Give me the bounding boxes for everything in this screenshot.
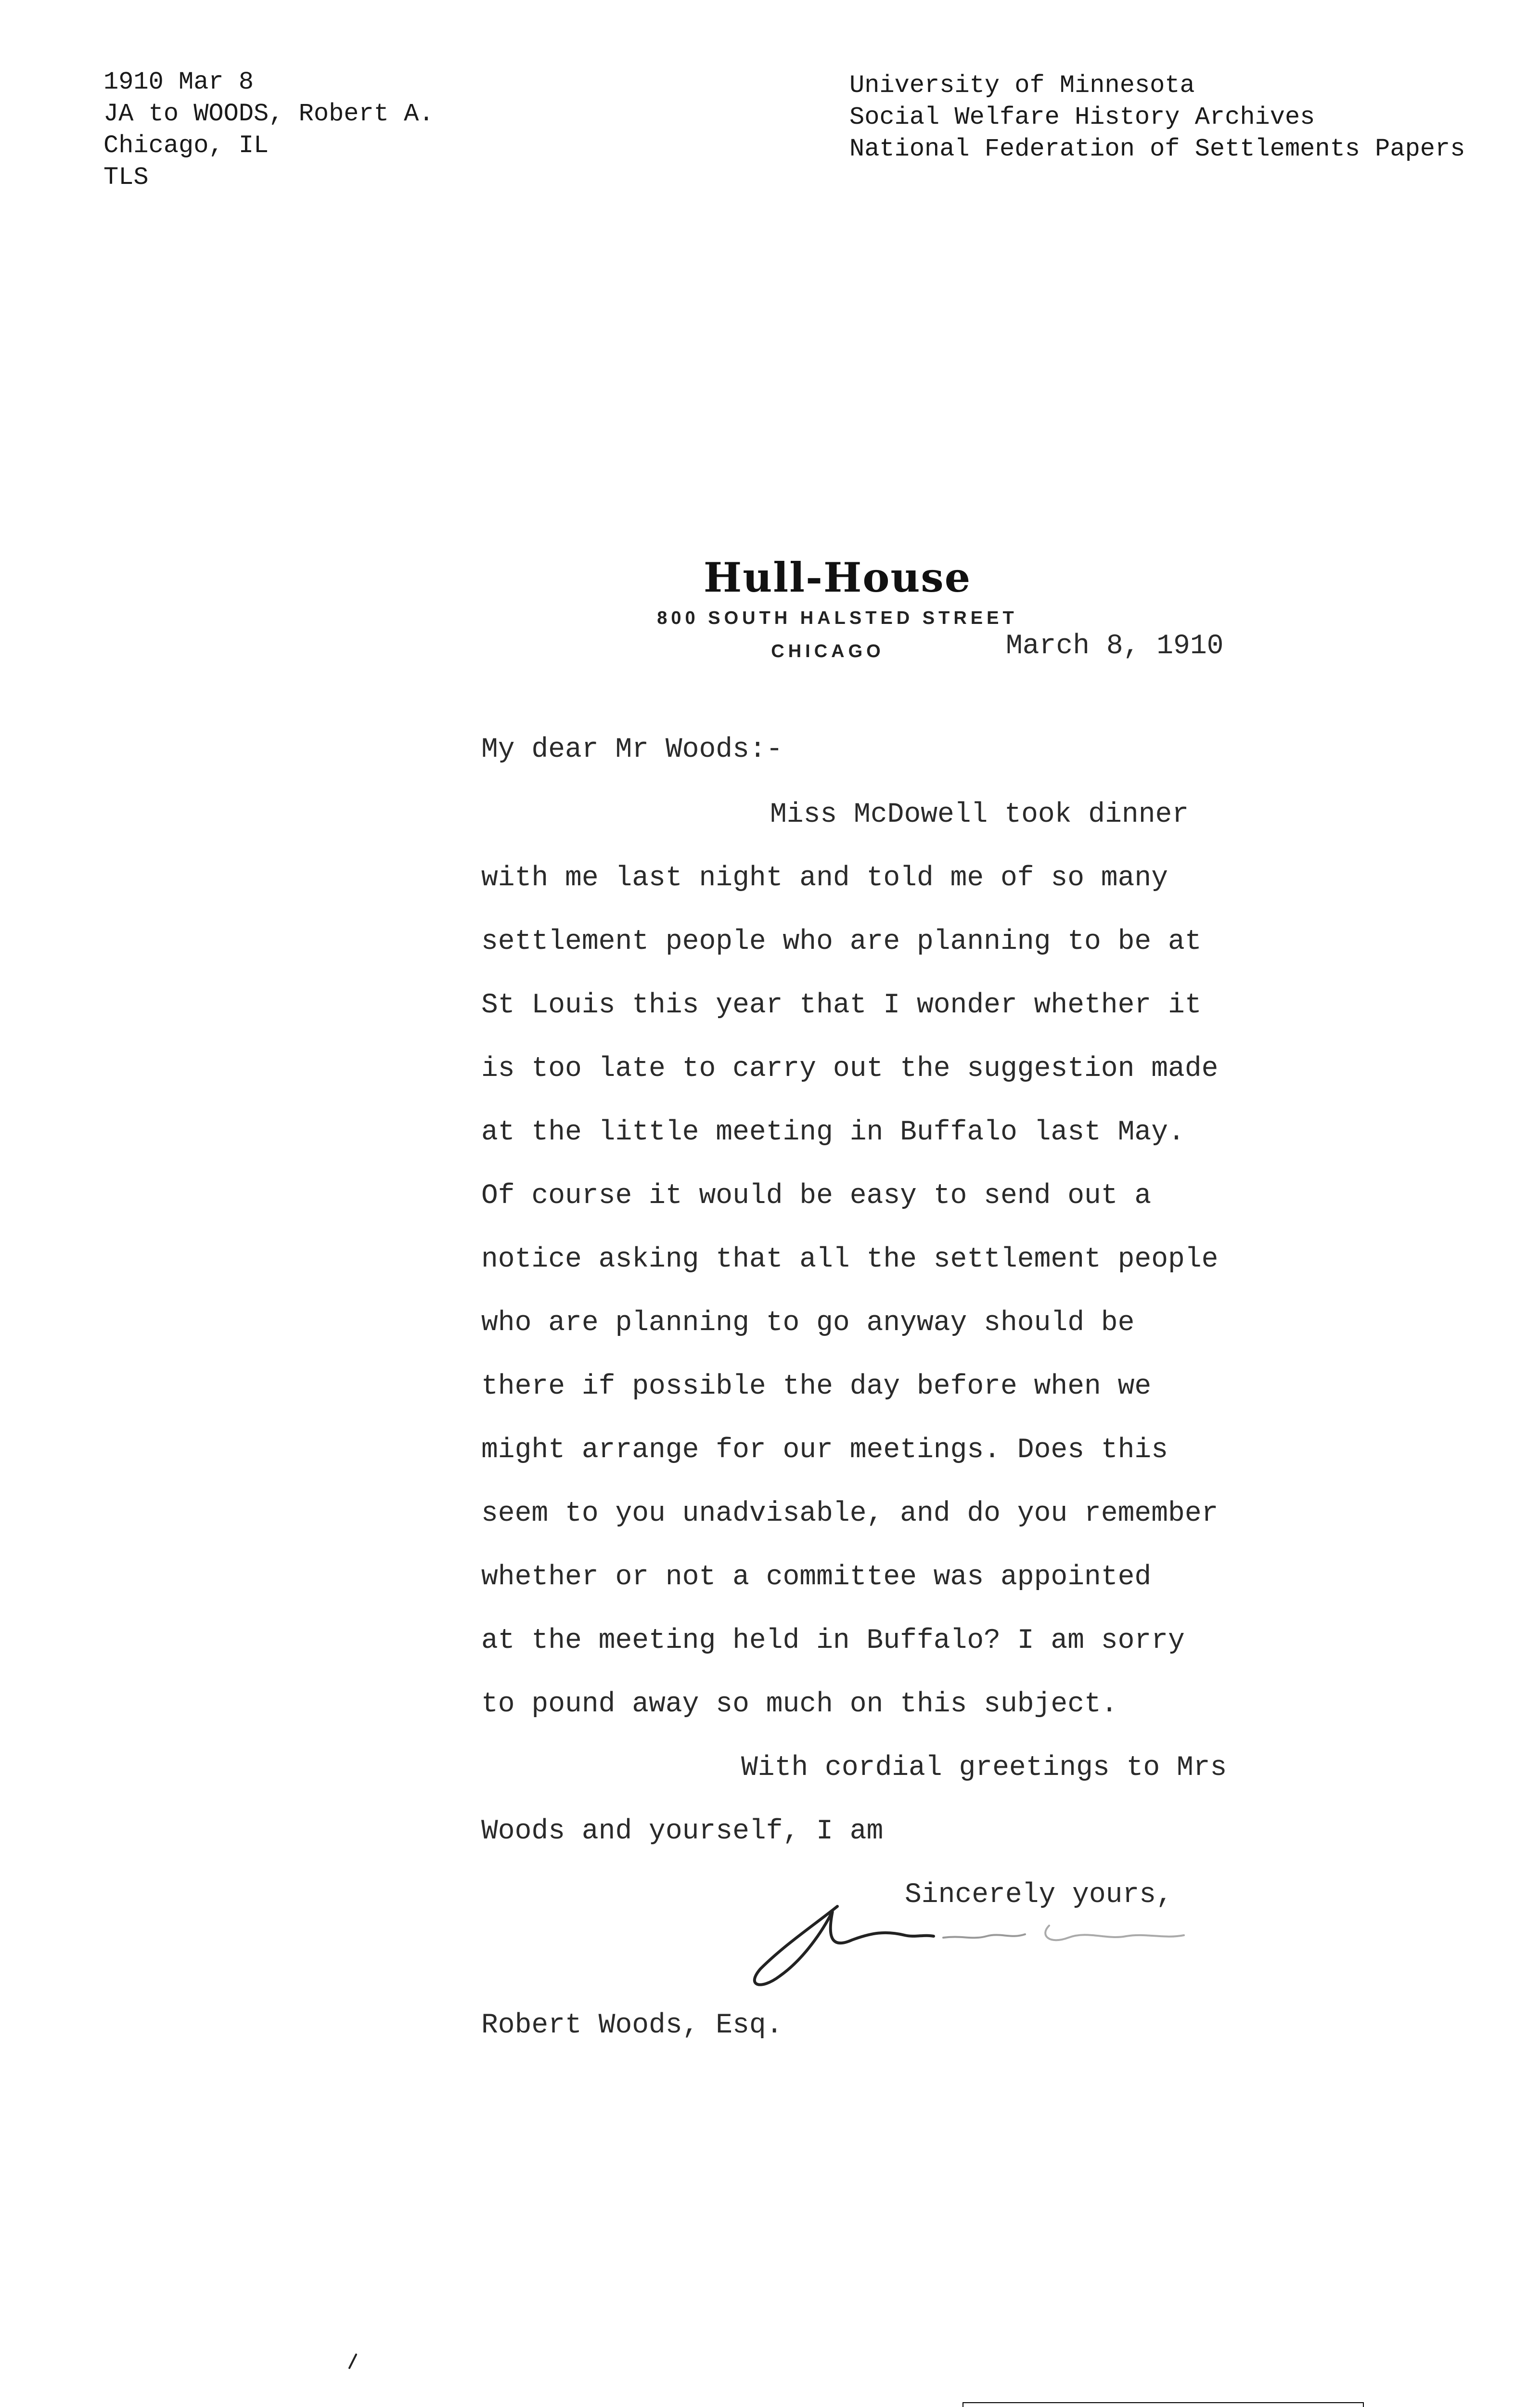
body-line: at the little meeting in Buffalo last May. xyxy=(481,1117,1185,1148)
letter-salutation: My dear Mr Woods:- xyxy=(481,734,783,765)
body-line: with me last night and told me of so many xyxy=(481,863,1168,894)
letterhead-city: CHICAGO xyxy=(771,641,885,661)
body-line: whether or not a committee was appointed xyxy=(481,1562,1152,1593)
citation-correspondents: JA to WOODS, Robert A. xyxy=(103,100,434,128)
body-line: at the meeting held in Buffalo? I am sorry xyxy=(481,1625,1185,1656)
body-line: seem to you unadvisable, and do you remember xyxy=(481,1498,1219,1529)
citation-type: TLS xyxy=(103,163,149,192)
body-line: Miss McDowell took dinner xyxy=(770,799,1189,830)
body-line: might arrange for our meetings. Does this xyxy=(481,1435,1168,1466)
letter-date: March 8, 1910 xyxy=(1006,631,1224,662)
archive-source xyxy=(849,70,1465,165)
body-line: is too late to carry out the suggestion made xyxy=(481,1053,1219,1085)
handwritten-signature xyxy=(741,1892,1222,1998)
letter-addressee: Robert Woods, Esq. xyxy=(481,2010,783,2041)
body-line: settlement people who are planning to be at xyxy=(481,926,1202,958)
source-institution: University of Minnesota xyxy=(849,71,1195,100)
body-line: notice asking that all the settlement people xyxy=(481,1244,1219,1275)
stray-pen-mark xyxy=(343,2352,362,2371)
body-line: Woods and yourself, I am xyxy=(481,1816,884,1847)
letterhead-name: Hull-House xyxy=(703,554,972,601)
body-line: Of course it would be easy to send out a xyxy=(481,1180,1152,1212)
body-line: to pound away so much on this subject. xyxy=(481,1689,1118,1720)
body-line: With cordial greetings to Mrs xyxy=(741,1752,1227,1784)
letter-closing: Sincerely yours, xyxy=(905,1879,1173,1911)
best-copy-stamp xyxy=(962,2402,1364,2407)
body-line: who are planning to go anyway should be xyxy=(481,1307,1135,1339)
source-collection: National Federation of Settlements Papers xyxy=(849,135,1465,163)
body-line: St Louis this year that I wonder whether it xyxy=(481,990,1202,1021)
source-archive: Social Welfare History Archives xyxy=(849,103,1315,131)
citation-date: 1910 Mar 8 xyxy=(103,68,254,96)
body-line: there if possible the day before when we xyxy=(481,1371,1152,1402)
archive-citation xyxy=(103,66,434,194)
letterhead xyxy=(616,554,1059,662)
citation-place: Chicago, IL xyxy=(103,131,269,160)
letterhead-street: 800 SOUTH HALSTED STREET xyxy=(657,608,1018,628)
